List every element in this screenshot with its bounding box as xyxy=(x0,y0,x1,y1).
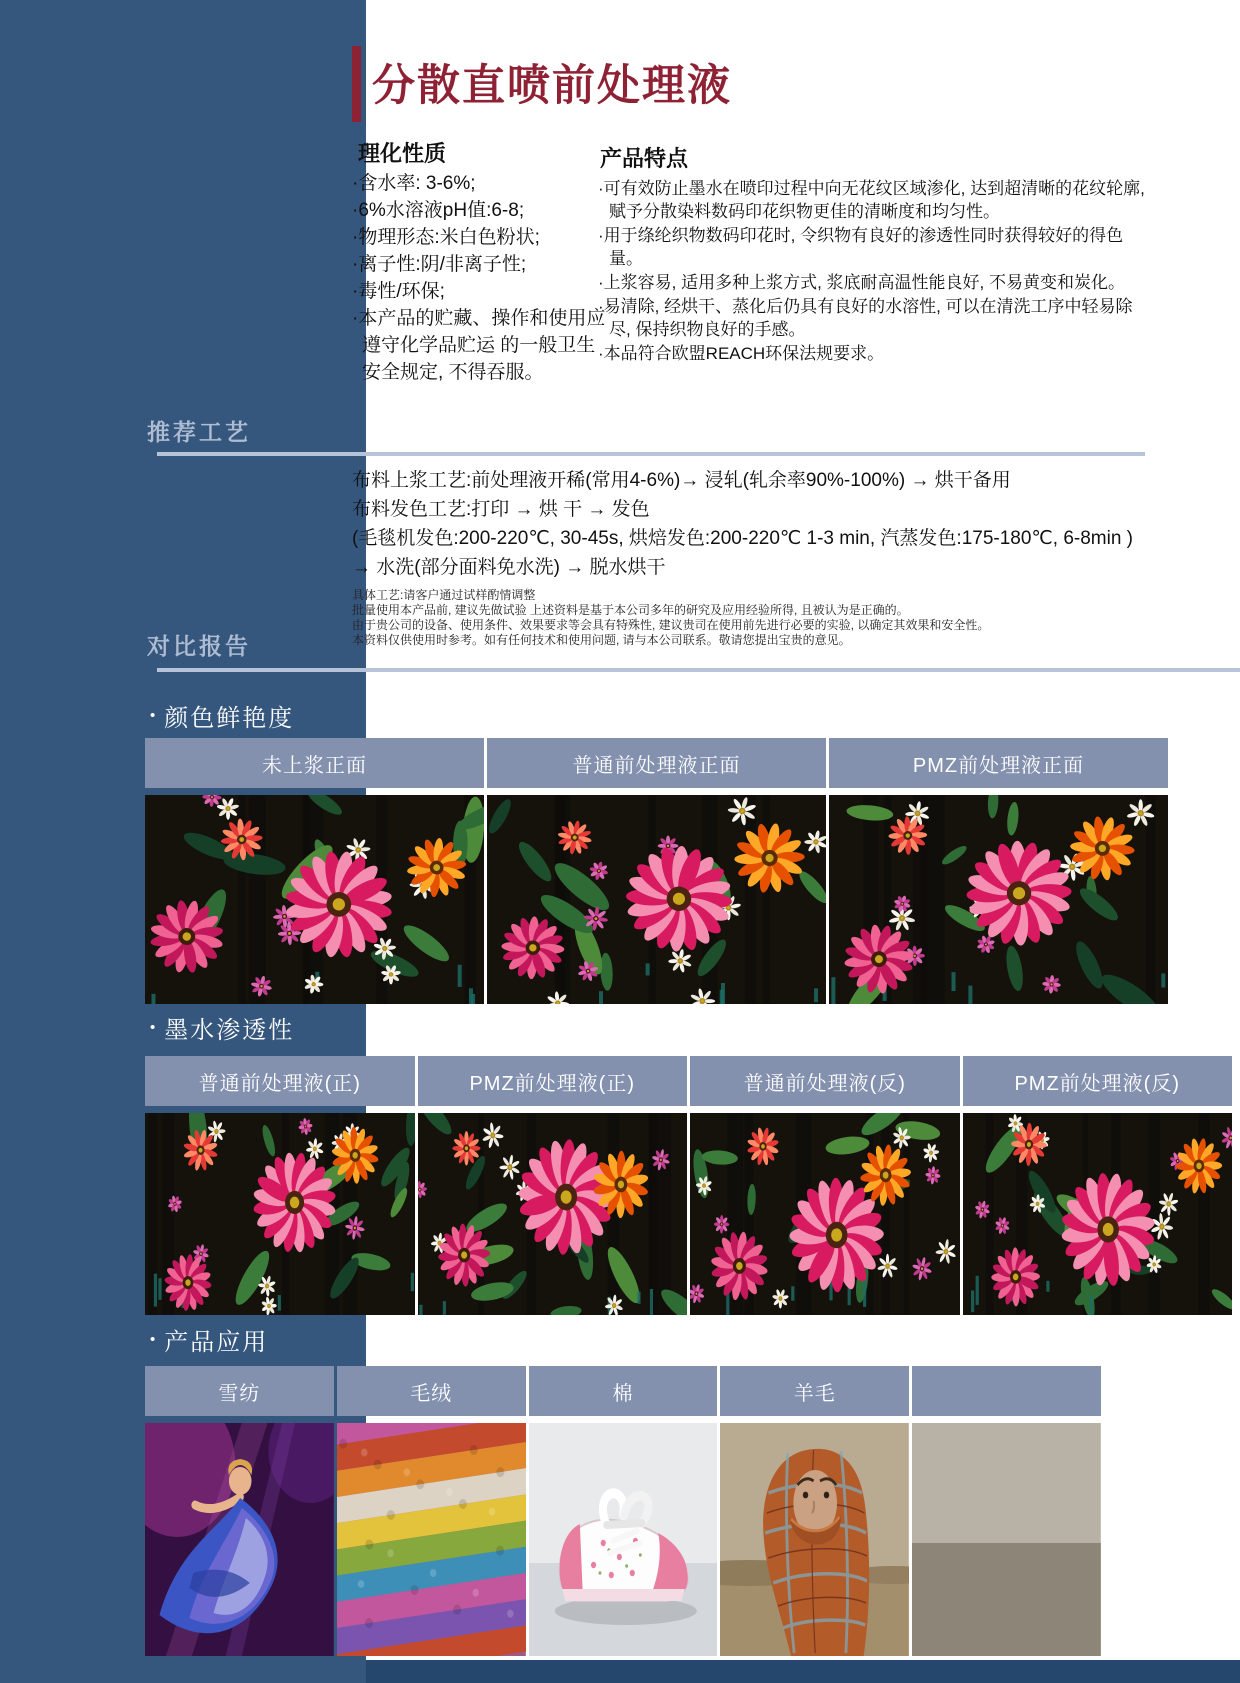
sidebar-section-process: 推荐工艺 xyxy=(147,419,251,445)
wool-photo xyxy=(720,1423,909,1656)
column-header: 普通前处理液正面 xyxy=(487,738,826,788)
bullet-icon: • xyxy=(150,1019,158,1036)
comparison-image-row-2 xyxy=(145,1113,1232,1315)
process-description xyxy=(352,466,1152,582)
note-line: 具体工艺:请客户通过试样酌情调整 xyxy=(352,588,536,602)
section-heading-ink-penetration xyxy=(150,1010,294,1045)
feature-item: ·本品符合欧盟REACH环保法规要求。 xyxy=(598,344,885,363)
bullet-icon: • xyxy=(150,707,158,724)
note-line: 批量使用本产品前, 建议先做试验 上述资料是基于本公司多年的研究及应用经验所得, 且被认为是正确的。 xyxy=(352,603,909,617)
comparison-header-row-1 xyxy=(145,738,1168,788)
section-heading-label: 颜色鲜艳度 xyxy=(164,705,295,732)
column-header: PMZ前处理液(反) xyxy=(963,1056,1233,1106)
property-item: ·本产品的贮藏、操作和使用应遵守化学品贮运 的一般卫生安全规定, 不得吞服。 xyxy=(352,308,606,383)
property-item: ·含水率: 3-6%; xyxy=(352,173,476,194)
note-line: 本资料仅供使用时参考。如有任何技术和使用问题, 请与本公司联系。敬请您提出宝贵的意见。 xyxy=(352,633,851,647)
column-header: 棉 xyxy=(529,1366,718,1416)
fabric-sample-image xyxy=(145,795,484,1004)
column-header: 雪纺 xyxy=(145,1366,334,1416)
footer-bar xyxy=(366,1660,1240,1683)
cotton-photo xyxy=(529,1423,718,1656)
features-list xyxy=(598,177,1146,366)
feature-item: ·上浆容易, 适用多种上浆方式, 浆底耐高温性能良好, 不易黄变和炭化。 xyxy=(598,273,1125,292)
process-notes xyxy=(352,588,1152,648)
comparison-header-row-2 xyxy=(145,1056,1232,1106)
process-line: (毛毯机发色:200-220℃, 30-45s, 烘焙发色:200-220℃ 1-3 min, 汽蒸发色:175-180℃, 6-8min ) xyxy=(352,528,1134,549)
section-heading-label: 产品应用 xyxy=(164,1329,269,1356)
fabric-sample-image xyxy=(690,1113,960,1315)
process-line: → 水洗(部分面料免水洗) → 脱水烘干 xyxy=(352,557,666,578)
fabric-sample-image xyxy=(418,1113,688,1315)
column-header: 普通前处理液(正) xyxy=(145,1056,415,1106)
sidebar-section-comparison: 对比报告 xyxy=(147,633,251,659)
title-accent-bar xyxy=(352,46,361,122)
property-item: ·6%水溶液pH值:6-8; xyxy=(352,200,525,221)
section-divider xyxy=(157,452,1145,456)
column-header: 羊毛 xyxy=(720,1366,909,1416)
bullet-icon: • xyxy=(150,1331,158,1348)
properties-list xyxy=(352,170,606,386)
feature-item: ·易清除, 经烘干、蒸化后仍具有良好的水溶性, 可以在清洗工序中轻易除尽, 保持织物良好的手感。 xyxy=(598,297,1133,339)
chiffon-photo xyxy=(145,1423,334,1656)
note-line: 由于贵公司的设备、使用条件、效果要求等会具有特殊性, 建议贵司在使用前先进行必要的实验, 以确定其效果和安全性。 xyxy=(352,618,990,632)
applications-header-row xyxy=(145,1366,1101,1416)
comparison-image-row-1 xyxy=(145,795,1168,1004)
column-header: 未上浆正面 xyxy=(145,738,484,788)
applications-image-row xyxy=(145,1423,1101,1656)
section-heading-label: 墨水渗透性 xyxy=(164,1017,295,1044)
properties-heading: 理化性质 xyxy=(358,141,447,166)
feature-item: ·用于绦纶织物数码印花时, 令织物有良好的渗透性同时获得较好的得色量。 xyxy=(598,226,1124,268)
process-line: 布料发色工艺:打印 → 烘 干 → 发色 xyxy=(352,499,650,520)
feature-item: ·可有效防止墨水在喷印过程中向无花纹区域渗化, 达到超清晰的花纹轮廓, 赋予分散染料数码印花织物更佳的清晰度和均匀性。 xyxy=(598,179,1145,221)
column-header: 毛绒 xyxy=(337,1366,526,1416)
column-header: PMZ前处理液正面 xyxy=(829,738,1168,788)
column-header: PMZ前处理液(正) xyxy=(418,1056,688,1106)
partial-photo-sliver xyxy=(912,1423,1101,1656)
fabric-sample-image xyxy=(829,795,1168,1004)
page-title: 分散直喷前处理液 xyxy=(372,62,732,110)
fabric-sample-image xyxy=(963,1113,1233,1315)
plush-photo xyxy=(337,1423,526,1656)
property-item: ·离子性:阴/非离子性; xyxy=(352,254,527,275)
column-header: 普通前处理液(反) xyxy=(690,1056,960,1106)
section-divider xyxy=(157,668,1240,672)
fabric-sample-image xyxy=(145,1113,415,1315)
partial-column-sliver xyxy=(912,1366,1101,1416)
process-line: 布料上浆工艺:前处理液开稀(常用4-6%)→ 浸轧(轧余率90%-100%) → 烘干备用 xyxy=(352,470,1011,491)
section-heading-applications xyxy=(150,1322,268,1357)
features-heading: 产品特点 xyxy=(600,146,689,171)
property-item: ·毒性/环保; xyxy=(352,281,445,302)
property-item: ·物理形态:米白色粉状; xyxy=(352,227,540,248)
section-heading-color-vividness xyxy=(150,698,294,733)
fabric-sample-image xyxy=(487,795,826,1004)
